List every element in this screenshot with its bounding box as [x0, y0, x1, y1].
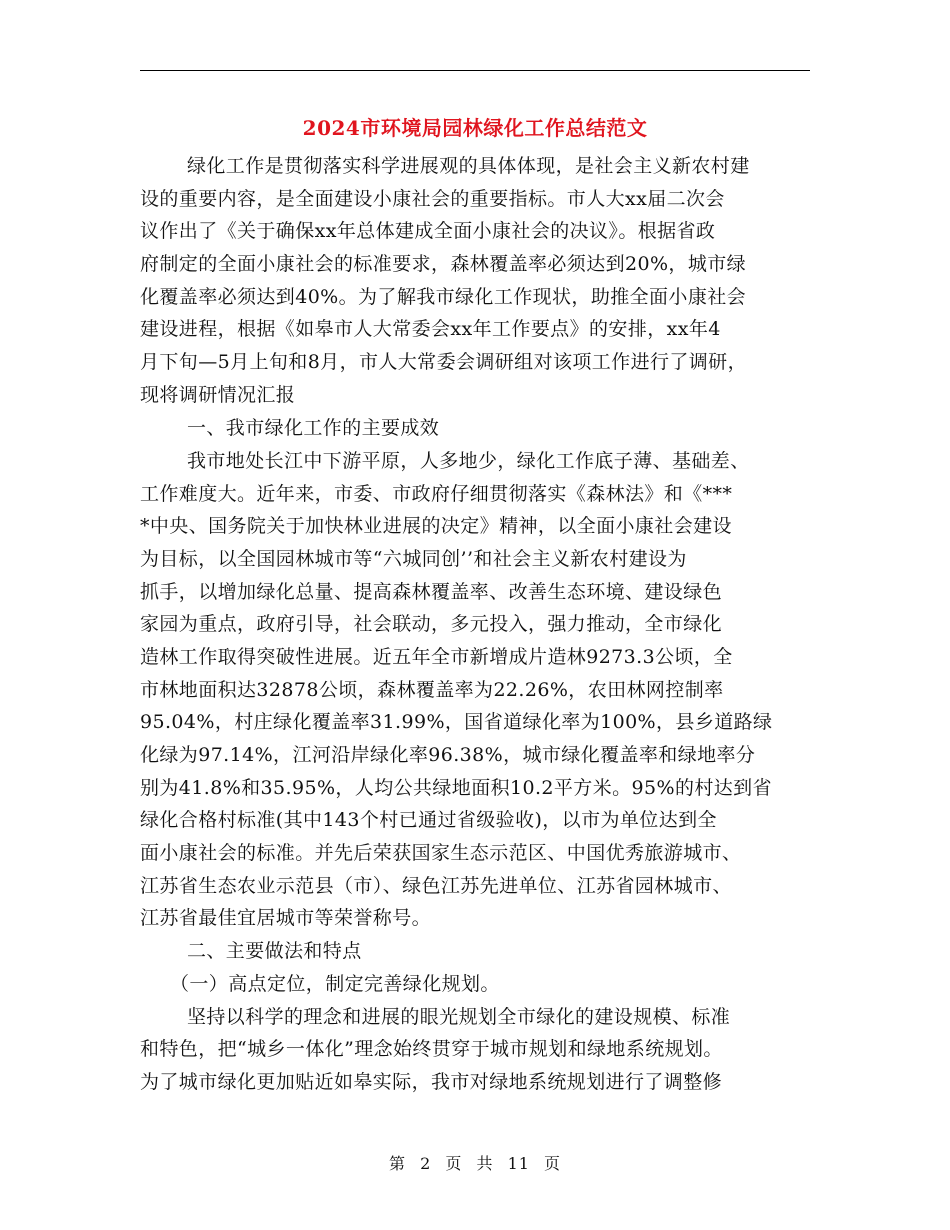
body-line: 府制定的全面小康社会的标准要求，森林覆盖率必须达到20%，城市绿: [140, 253, 747, 275]
body-line: 为了城市绿化更加贴近如皋实际，我市对绿地系统规划进行了调整修: [140, 1071, 723, 1093]
body-line: *中央、国务院关于加快林业进展的决定》精神，以全面小康社会建设: [140, 515, 732, 537]
body-line: 和特色，把“城乡一体化”理念始终贯穿于城市规划和绿地系统规划。: [140, 1038, 723, 1060]
footer-total-pages: 11: [507, 1154, 530, 1173]
body-line: 工作难度大。近年来，市委、市政府仔细贯彻落实《森林法》和《***: [140, 483, 733, 505]
body-line: 造林工作取得突破性进展。近五年全市新增成片造林9273.3公顷，全: [140, 646, 733, 668]
footer-suffix: 页: [544, 1154, 562, 1173]
page-footer: [0, 1153, 950, 1175]
body-line: 绿化合格村标准(其中143个村已通过省级验收)，以市为单位达到全: [140, 809, 717, 831]
body-line: 市林地面积达32878公顷，森林覆盖率为22.26%，农田林网控制率: [140, 679, 724, 701]
body-line: 绿化工作是贯彻落实科学进展观的具体体现，是社会主义新农村建: [187, 155, 750, 177]
body-line: 面小康社会的标准。并先后荣获国家生态示范区、中国优秀旅游城市、: [140, 842, 742, 864]
body-line: 化绿为97.14%，江河沿岸绿化率96.38%，城市绿化覆盖率和绿地率分: [140, 744, 756, 766]
body-line: 月下旬—5月上旬和8月，市人大常委会调研组对该项工作进行了调研，: [140, 351, 747, 373]
section-heading: 二、主要做法和特点: [187, 940, 362, 962]
body-line: 设的重要内容，是全面建设小康社会的重要指标。市人大xx届二次会: [140, 188, 725, 210]
body-line: 江苏省最佳宜居城市等荣誉称号。: [140, 907, 432, 929]
body-line: 化覆盖率必须达到40%。为了解我市绿化工作现状，助推全面小康社会: [140, 286, 747, 308]
body-line: 坚持以科学的理念和进展的眼光规划全市绿化的建设规模、标准: [187, 1006, 731, 1028]
footer-page-label: 页: [445, 1154, 463, 1173]
body-line: 家园为重点，政府引导，社会联动，多元投入，强力推动，全市绿化: [140, 613, 723, 635]
footer-total-label: 共: [476, 1154, 494, 1173]
body-line: 为目标，以全国园林城市等“六城同创’’和社会主义新农村建设为: [140, 548, 687, 570]
body-line: 江苏省生态农业示范县（市）、绿色江苏先进单位、江苏省园林城市、: [140, 875, 732, 897]
body-line: 别为41.8%和35.95%，人均公共绿地面积10.2平方米。95%的村达到省: [140, 777, 772, 799]
body-line: 建设进程，根据《如皋市人大常委会xx年工作要点》的安排，xx年4: [140, 318, 721, 340]
document-title: 2024市环境局园林绿化工作总结范文: [302, 116, 648, 140]
body-line: 95.04%，村庄绿化覆盖率31.99%，国省道绿化率为100%，县乡道路绿: [140, 711, 773, 733]
body-line: 我市地处长江中下游平原，人多地少，绿化工作底子薄、基础差、: [187, 450, 750, 472]
body-line: 议作出了《关于确保xx年总体建成全面小康社会的决议》。根据省政: [140, 220, 716, 242]
footer-prefix: 第: [388, 1154, 406, 1173]
section-heading: 一、我市绿化工作的主要成效: [187, 417, 440, 439]
body-line: 现将调研情况汇报: [140, 384, 296, 406]
footer-page-number: 2: [420, 1154, 432, 1173]
subsection-heading: （一）高点定位，制定完善绿化规划。: [170, 973, 500, 995]
body-line: 抓手，以增加绿化总量、提高森林覆盖率、改善生态环境、建设绿色: [140, 581, 723, 603]
